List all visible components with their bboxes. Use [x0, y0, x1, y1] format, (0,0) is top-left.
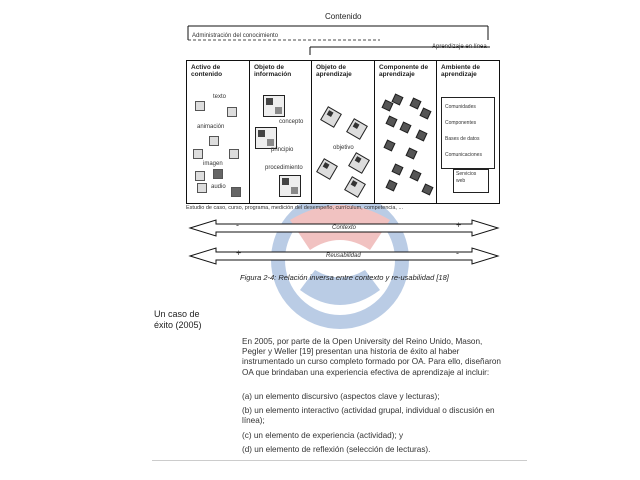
component-piece — [420, 108, 432, 120]
column-title-ambiente: Ambiente de aprendizaje — [441, 64, 481, 78]
info-object — [255, 127, 277, 149]
learning-object — [316, 158, 338, 180]
arrow-bottom-right-sign: - — [456, 248, 459, 258]
environment-item: Comunidades — [445, 104, 476, 110]
section-side-title: Un caso de éxito (2005) — [154, 309, 202, 330]
component-piece — [410, 98, 422, 110]
asset-square — [229, 149, 239, 159]
arrow-top-right-sign: + — [456, 220, 462, 230]
column-divider — [436, 61, 437, 203]
list-item: (d) un elemento de reflexión (selección de lecturas). — [242, 445, 431, 454]
column-divider — [311, 61, 312, 203]
learning-label-objetivo: objetivo — [333, 145, 354, 151]
arrow-top-left-sign: - — [236, 220, 239, 230]
environment-item: Bases de datos — [445, 136, 480, 142]
bottom-divider — [152, 460, 527, 461]
asset-square — [197, 183, 207, 193]
asset-square — [195, 171, 205, 181]
component-piece — [406, 148, 418, 160]
column-title-componente: Componente de aprendizaje — [379, 64, 429, 78]
environment-services-box — [453, 169, 489, 193]
asset-square — [227, 107, 237, 117]
online-label: Aprendizaje en línea — [432, 44, 487, 50]
learning-object — [346, 118, 368, 140]
section-intro-paragraph: En 2005, por parte de la Open University del Reino Unido, Mason, Pegler y Weller [19] presentan una historia de éxito al haber instrumentado un curso completo formado por OA. Para ello, diseñaron OA que brindaban una experiencia efectiva de aprendizaje al incluir: — [242, 337, 501, 377]
column-divider — [374, 61, 375, 203]
arrow-bottom-label: Reusabilidad — [326, 253, 361, 259]
arrow-top-label: Contexto — [332, 225, 357, 231]
info-object — [279, 175, 301, 197]
environment-box — [441, 97, 495, 169]
environment-item: Comunicaciones — [445, 152, 482, 158]
asset-square — [231, 187, 241, 197]
component-piece — [386, 180, 398, 192]
admin-label: Administración del conocimiento — [192, 33, 279, 39]
asset-square — [193, 149, 203, 159]
figure-caption: Figura 2-4: Relación inversa entre contexto y re-usabilidad [18] — [240, 273, 449, 282]
info-label-procedimiento: procedimiento — [265, 165, 303, 171]
component-piece — [386, 116, 398, 128]
learning-object — [344, 176, 366, 198]
environment-item: Servicios web — [456, 171, 477, 184]
bracket-lines — [180, 25, 500, 57]
diagram-frame — [186, 60, 500, 204]
column-title-objeto-aprendizaje: Objeto de aprendizaje — [316, 64, 352, 78]
component-piece — [392, 164, 404, 176]
asset-label-texto: texto — [213, 94, 227, 100]
column-divider — [249, 61, 250, 203]
component-piece — [384, 140, 396, 152]
asset-square — [195, 101, 205, 111]
list-item: (a) un elemento discursivo (aspectos clave y lecturas); — [242, 392, 440, 401]
component-piece — [416, 130, 428, 142]
asset-square — [209, 136, 219, 146]
environment-item: Componentes — [445, 120, 477, 126]
learning-object — [320, 106, 342, 128]
info-object — [263, 95, 285, 117]
list-item: (c) un elemento de experiencia (actividad); y — [242, 431, 404, 440]
asset-label-audio: audio — [211, 184, 226, 190]
figure-top-label: Contenido — [325, 12, 362, 21]
component-piece — [422, 184, 434, 196]
info-label-concepto: concepto — [279, 119, 304, 125]
arrow-bottom-left-sign: + — [236, 248, 242, 258]
column-title-activo: Activo de contenido — [191, 64, 223, 78]
asset-label-imagen: imagen — [203, 161, 223, 167]
asset-label-animacion: animación — [197, 124, 225, 130]
learning-object — [348, 152, 370, 174]
info-label-principio: principio — [271, 147, 294, 153]
component-piece — [400, 122, 412, 134]
list-item: (b) un elemento interactivo (actividad grupal, individual o discusión en línea); — [242, 406, 495, 426]
asset-square — [213, 169, 223, 179]
component-piece — [410, 170, 422, 182]
column-title-objeto-info: Objeto de información — [254, 64, 292, 78]
diagram-footer-note: Estudio de caso, curso, programa, medición del desempeño, currículum, competencia, ... — [186, 205, 404, 211]
